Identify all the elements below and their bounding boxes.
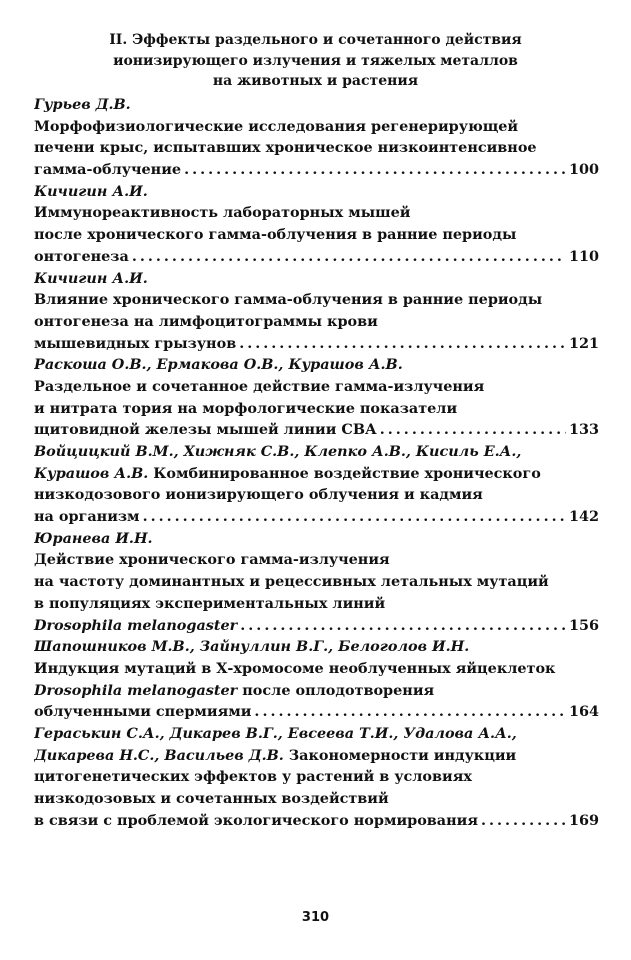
entry-authors: Кичигин А.И. [34, 182, 148, 200]
entry-title-end: в связи с проблемой экологического нормирования [34, 811, 478, 829]
entry-title-line: Индукция мутаций в Х-хромосоме необлученных яйцеклеток [34, 659, 556, 677]
page-ref: 169 [568, 811, 599, 829]
entry-title-end: Drosophila melanogaster [34, 616, 238, 634]
species-name: Drosophila melanogaster [34, 681, 238, 699]
entry-title-line: Действие хронического гамма-излучения [34, 551, 390, 569]
entry-last-line [34, 246, 599, 268]
entry-authors: Курашов А.В. [34, 464, 149, 482]
entry-title-line: на частоту доминантных и рецессивных летальных мутаций [34, 573, 549, 591]
leader-dots [380, 419, 566, 441]
entry-authors-continued [34, 463, 599, 485]
entry-title-line: Влияние хронического гамма-облучения в ранние периоды [34, 291, 543, 309]
toc-entry[interactable] [34, 268, 599, 355]
page-ref: 110 [568, 247, 599, 265]
entry-last-line [34, 615, 599, 637]
entry-title-line: цитогенетических эффектов у растений в условиях [34, 768, 472, 786]
entry-authors: Шапошников М.В., Зайнуллин В.Г., Белоголов И.Н. [34, 638, 470, 656]
heading-line: на животных и растения [212, 73, 419, 89]
leader-dots [132, 246, 566, 268]
table-of-contents [34, 94, 599, 831]
entry-authors: Гераськин С.А., Дикарев В.Г., Евсеева Т.И., Удалова А.А., [34, 724, 517, 742]
entry-title-line: онтогенеза на лимфоцитограммы крови [34, 312, 378, 330]
toc-entry[interactable] [34, 723, 599, 831]
entry-title-end: облученными спермиями [34, 703, 252, 721]
leader-dots [254, 701, 566, 723]
entry-title-end: онтогенеза [34, 247, 129, 265]
toc-entry[interactable] [34, 528, 599, 636]
entry-last-line [34, 506, 599, 528]
page-ref: 142 [568, 508, 599, 526]
entry-title-line: низкодозовых и сочетанных воздействий [34, 790, 389, 807]
toc-entry[interactable] [34, 181, 599, 268]
entry-authors: Кичигин А.И. [34, 269, 148, 287]
toc-entry[interactable] [34, 94, 599, 181]
leader-dots [239, 333, 566, 355]
toc-entry[interactable] [34, 354, 599, 441]
entry-title-end: гамма-облучение [34, 161, 182, 179]
entry-title-line [34, 680, 599, 702]
entry-authors: Раскоша О.В., Ермакова О.В., Курашов А.В. [34, 356, 403, 374]
entry-last-line [34, 333, 599, 355]
entry-title-line: и нитрата тория на морфологические показатели [34, 399, 458, 417]
entry-title-end: на организм [34, 508, 140, 526]
entry-title-start: Комбинированное воздействие хронического [148, 464, 541, 482]
entry-authors: Войцицкий В.М., Хижняк С.В., Клепко А.В., Кисиль Е.А., [34, 443, 522, 460]
page-ref: 164 [568, 703, 599, 721]
heading-line: II. Эффекты раздельного и сочетанного действия [109, 32, 522, 48]
entry-title-line: печени крыс, испытавших хроническое низкоинтенсивное [34, 139, 537, 157]
page-ref: 156 [568, 616, 599, 634]
page-ref: 100 [568, 161, 599, 179]
entry-last-line [34, 701, 599, 723]
entry-title-line: низкодозового ионизирующего облучения и кадмия [34, 486, 483, 504]
entry-title-fragment: после оплодотворения [237, 681, 435, 699]
section-heading [30, 30, 601, 92]
entry-last-line [34, 810, 599, 832]
entry-authors-continued [34, 745, 599, 767]
entry-title-end: мышевидных грызунов [34, 334, 237, 352]
entry-authors: Гурьев Д.В. [34, 96, 131, 113]
entry-title-line: в популяциях экспериментальных линий [34, 594, 386, 612]
entry-authors: Дикарева Н.С., Васильев Д.В. [34, 746, 284, 764]
heading-line: ионизирующего излучения и тяжелых металлов [113, 52, 518, 69]
toc-entry[interactable] [34, 441, 599, 528]
entry-title-line: Раздельное и сочетанное действие гамма-излучения [34, 377, 485, 395]
toc-entry[interactable] [34, 636, 599, 723]
entry-last-line [34, 419, 599, 441]
leader-dots [184, 159, 566, 181]
leader-dots [240, 615, 566, 637]
entry-title-line: после хронического гамма-облучения в ранние периоды [34, 226, 517, 244]
page-ref: 121 [568, 334, 599, 352]
leader-dots [481, 810, 566, 832]
page-ref: 133 [568, 421, 599, 439]
entry-title-end: щитовидной железы мышей линии СВА [34, 421, 377, 439]
leader-dots [143, 506, 566, 528]
entry-title-line: Иммунореактивность лабораторных мышей [34, 204, 411, 222]
entry-title-line: Морфофизиологические исследования регенерирующей [34, 117, 519, 135]
entry-authors: Юранева И.Н. [34, 529, 153, 547]
page-number: 310 [301, 910, 330, 925]
entry-last-line [34, 159, 599, 181]
entry-title-start: Закономерности индукции [283, 746, 517, 764]
